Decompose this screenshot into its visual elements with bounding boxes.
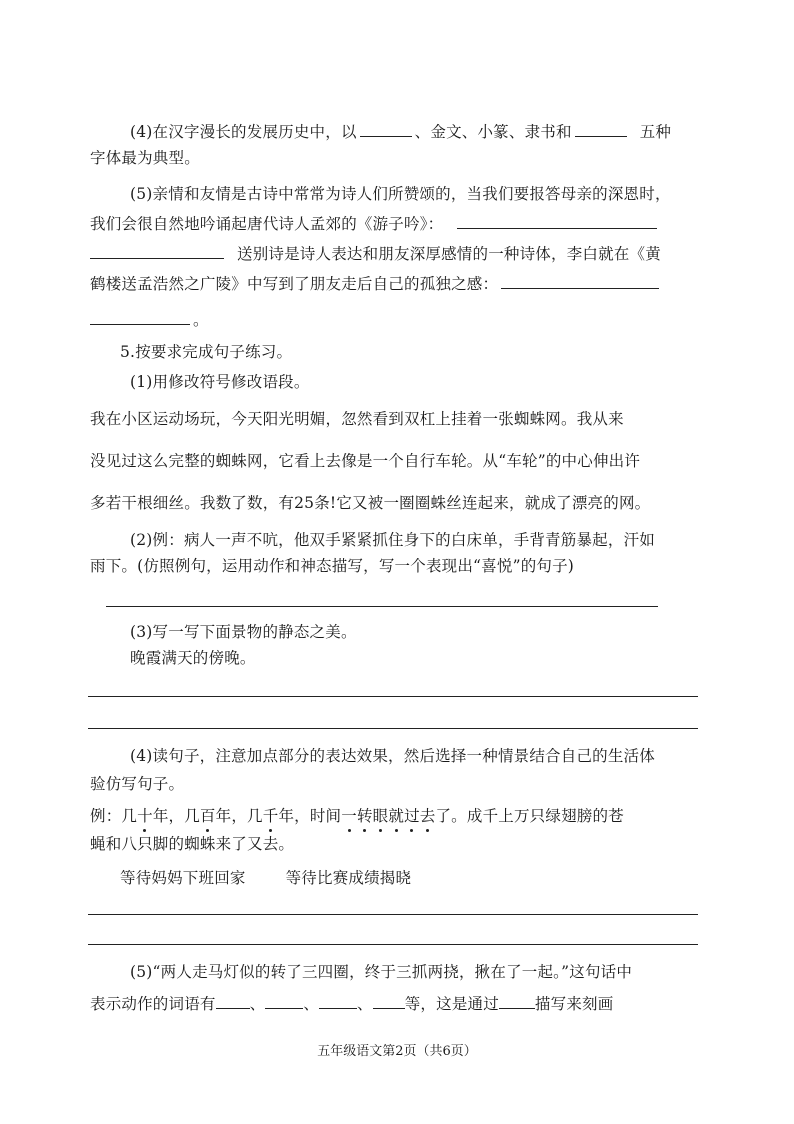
- q4-text-b: 、金文、小篆、隶书和: [414, 123, 572, 141]
- s5-p4-answer-line-2[interactable]: [88, 944, 698, 945]
- s5-p3-answer-line-1[interactable]: [88, 696, 698, 697]
- q5-line-2: [90, 214, 660, 234]
- q5-text-3: 送别诗是诗人表达和朋友深厚感情的一种诗体，李白就在《黄: [237, 245, 661, 263]
- ex-text-i: 了。成千上万只绿翅膀的苍: [435, 807, 624, 825]
- q4-text-c: 五种: [639, 123, 672, 141]
- ex-dotted-char: 去: [419, 807, 436, 825]
- s5-p1: (1)用修改符号修改语段。: [130, 373, 310, 391]
- q4-text-a: (4)在汉字漫长的发展历史中，以: [130, 123, 357, 141]
- q5-line-4: [90, 274, 662, 294]
- q4-line-2: 字体最为典型。: [90, 149, 200, 167]
- q5-line-3: [90, 244, 661, 264]
- q5-blank-4[interactable]: [90, 310, 190, 325]
- q4-line-1: [130, 122, 671, 142]
- p5-sep-1: 、: [249, 995, 266, 1013]
- ex-dotted-2: 百: [199, 807, 216, 825]
- section-5-title: 5.按要求完成句子练习。: [120, 343, 293, 361]
- s5-p4-example-line-2: 蝇和八只脚的蜘蛛来了又去。: [90, 835, 295, 853]
- q5-blank-3[interactable]: [501, 274, 659, 289]
- ex-dotted-char: 眼: [372, 807, 389, 825]
- ex-text-e: 年，几: [215, 807, 263, 825]
- q5-blank-1[interactable]: [457, 214, 657, 229]
- s5-p4-example-line-1: [90, 806, 624, 826]
- ex-dotted-char: 过: [404, 807, 420, 825]
- p5-text-a: 表示动作的词语有: [90, 995, 216, 1013]
- ex-dotted-3: 千: [262, 807, 279, 825]
- s5-p3: (3)写一写下面景物的静态之美。: [130, 623, 357, 641]
- p5-text-c: 描写来刻画: [534, 995, 614, 1013]
- q5-text-2: 我们会很自然地吟诵起唐代诗人孟郊的《游子吟》：: [90, 215, 444, 233]
- q5-blank-2[interactable]: [90, 244, 224, 259]
- q5-period: 。: [193, 311, 209, 329]
- page-footer: 五年级语文第2页（共6页）: [317, 1044, 477, 1059]
- s5-p5-line-1: (5)“两人走马灯似的转了三四圈，终于三抓两挠，揪在了一起。”这句话中: [130, 963, 633, 981]
- p5-blank-5[interactable]: [499, 994, 535, 1009]
- s5-p4-options: [120, 868, 411, 888]
- p5-sep-2: 、: [303, 995, 320, 1013]
- q5-line-1: (5)亲情和友情是古诗中常常为诗人们所赞颂的，当我们要报答母亲的深恩时，: [130, 185, 671, 203]
- ex-text-g: 年，时间: [278, 807, 342, 825]
- s5-p2-line-2: 雨下。(仿照例句，运用动作和神态描写，写一个表现出“喜悦”的句子): [90, 557, 575, 575]
- p5-blank-2[interactable]: [265, 994, 303, 1009]
- s5-p3-scene: 晚霞满天的傍晚。: [130, 649, 256, 667]
- q4-blank-1[interactable]: [360, 122, 412, 137]
- p5-blank-1[interactable]: [216, 994, 250, 1009]
- p5-sep-3: 、: [357, 995, 373, 1013]
- s5-p2-line-1: (2)例：病人一声不吭，他双手紧紧抓住身下的白床单，手背青筋暴起，汗如: [130, 531, 655, 549]
- s5-p4-answer-line-1[interactable]: [88, 914, 698, 915]
- ex-dotted-char: 就: [388, 807, 405, 825]
- s5-p5-line-2: [90, 994, 613, 1014]
- s5-p4-line-2: 验仿写句子。: [90, 775, 185, 793]
- q5-text-4: 鹤楼送孟浩然之广陵》中写到了朋友走后自己的孤独之感：: [90, 275, 499, 293]
- ex-dotted-char: 一: [341, 807, 357, 825]
- s5-p4-line-1: (4)读句子，注意加点部分的表达效果，然后选择一种情景结合自己的生活体: [130, 747, 655, 765]
- s5-para-line-2: 没见过这么完整的蜘蛛网，它看上去像是一个自行车轮。从“车轮”的中心伸出许: [90, 452, 641, 470]
- s5-p2-answer-line[interactable]: [106, 606, 658, 607]
- ex-dotted-char: 转: [356, 807, 373, 825]
- option-1: 等待妈妈下班回家: [120, 869, 246, 887]
- p5-text-b: 等，这是通过: [404, 995, 499, 1013]
- q5-line-5: [90, 310, 209, 330]
- q4-blank-2[interactable]: [575, 122, 627, 137]
- ex-text-c: 年，几: [152, 807, 200, 825]
- s5-para-line-3: 多若干根细丝。我数了数，有25条!它又被一圈圈蛛丝连起来，就成了漂亮的网。: [90, 494, 651, 512]
- ex-dotted-1: 十: [137, 807, 153, 825]
- option-2: 等待比赛成绩揭晓: [285, 869, 412, 887]
- ex-text-a: 例：几: [90, 807, 138, 825]
- s5-p3-answer-line-2[interactable]: [88, 728, 698, 729]
- ex-dotted-4: [341, 807, 435, 825]
- p5-blank-4[interactable]: [373, 994, 405, 1009]
- s5-para-line-1: 我在小区运动场玩，今天阳光明媚，忽然看到双杠上挂着一张蜘蛛网。我从来: [90, 410, 624, 428]
- p5-blank-3[interactable]: [319, 994, 357, 1009]
